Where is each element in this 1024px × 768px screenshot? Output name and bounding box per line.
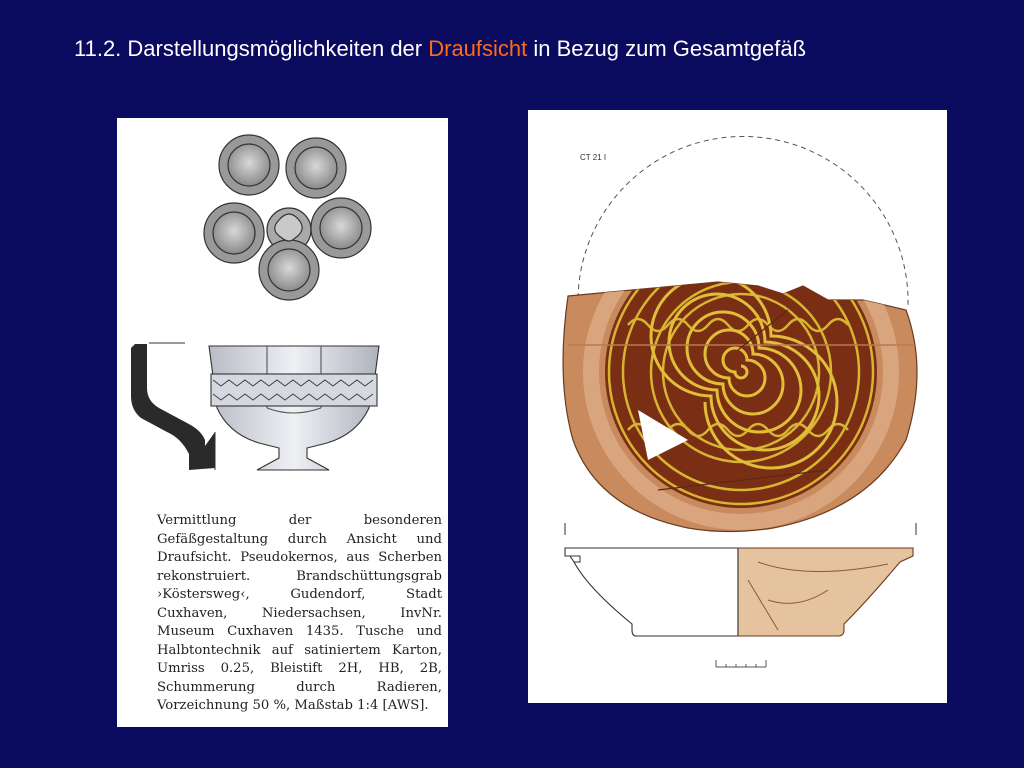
slide-title xyxy=(74,36,806,62)
figure-pseudokernos xyxy=(117,118,448,727)
figure-caption: Vermittlung der besonderen Gefäßgestaltung durch Ansicht und Draufsicht. Pseudokernos, aus Scherben rekonstruiert. Brandschüttungsgrab ›Köstersweg‹, Gudendorf, Stadt Cuxhaven, Niedersachsen, InvNr. Museum Cuxhaven 1435. Tusche und Halbtontechnik auf satiniertem Karton, Umriss 0.25, Bleistift 2H, HB, 2B, Schummerung durch Radieren, Vorzeichnung 50 %, Maßstab 1:4 [AWS]. xyxy=(157,513,442,713)
title-prefix: 11.2. Darstellungsmöglichkeiten der xyxy=(74,36,429,61)
bowl-top-view xyxy=(563,222,917,532)
profile-section xyxy=(131,343,215,470)
title-highlight: Draufsicht xyxy=(428,36,528,61)
figure-bowl xyxy=(528,110,947,703)
title-suffix: in Bezug zum Gesamtgefäß xyxy=(527,36,807,61)
figure-label: CT 21 I xyxy=(580,153,607,162)
side-view xyxy=(209,346,379,470)
scale-bar xyxy=(716,660,766,667)
top-view xyxy=(204,135,371,300)
bowl-section-view xyxy=(565,548,913,636)
reconstruction-arc xyxy=(578,136,908,305)
bowl-drawing xyxy=(528,110,947,703)
pseudokernos-drawing xyxy=(117,118,448,518)
